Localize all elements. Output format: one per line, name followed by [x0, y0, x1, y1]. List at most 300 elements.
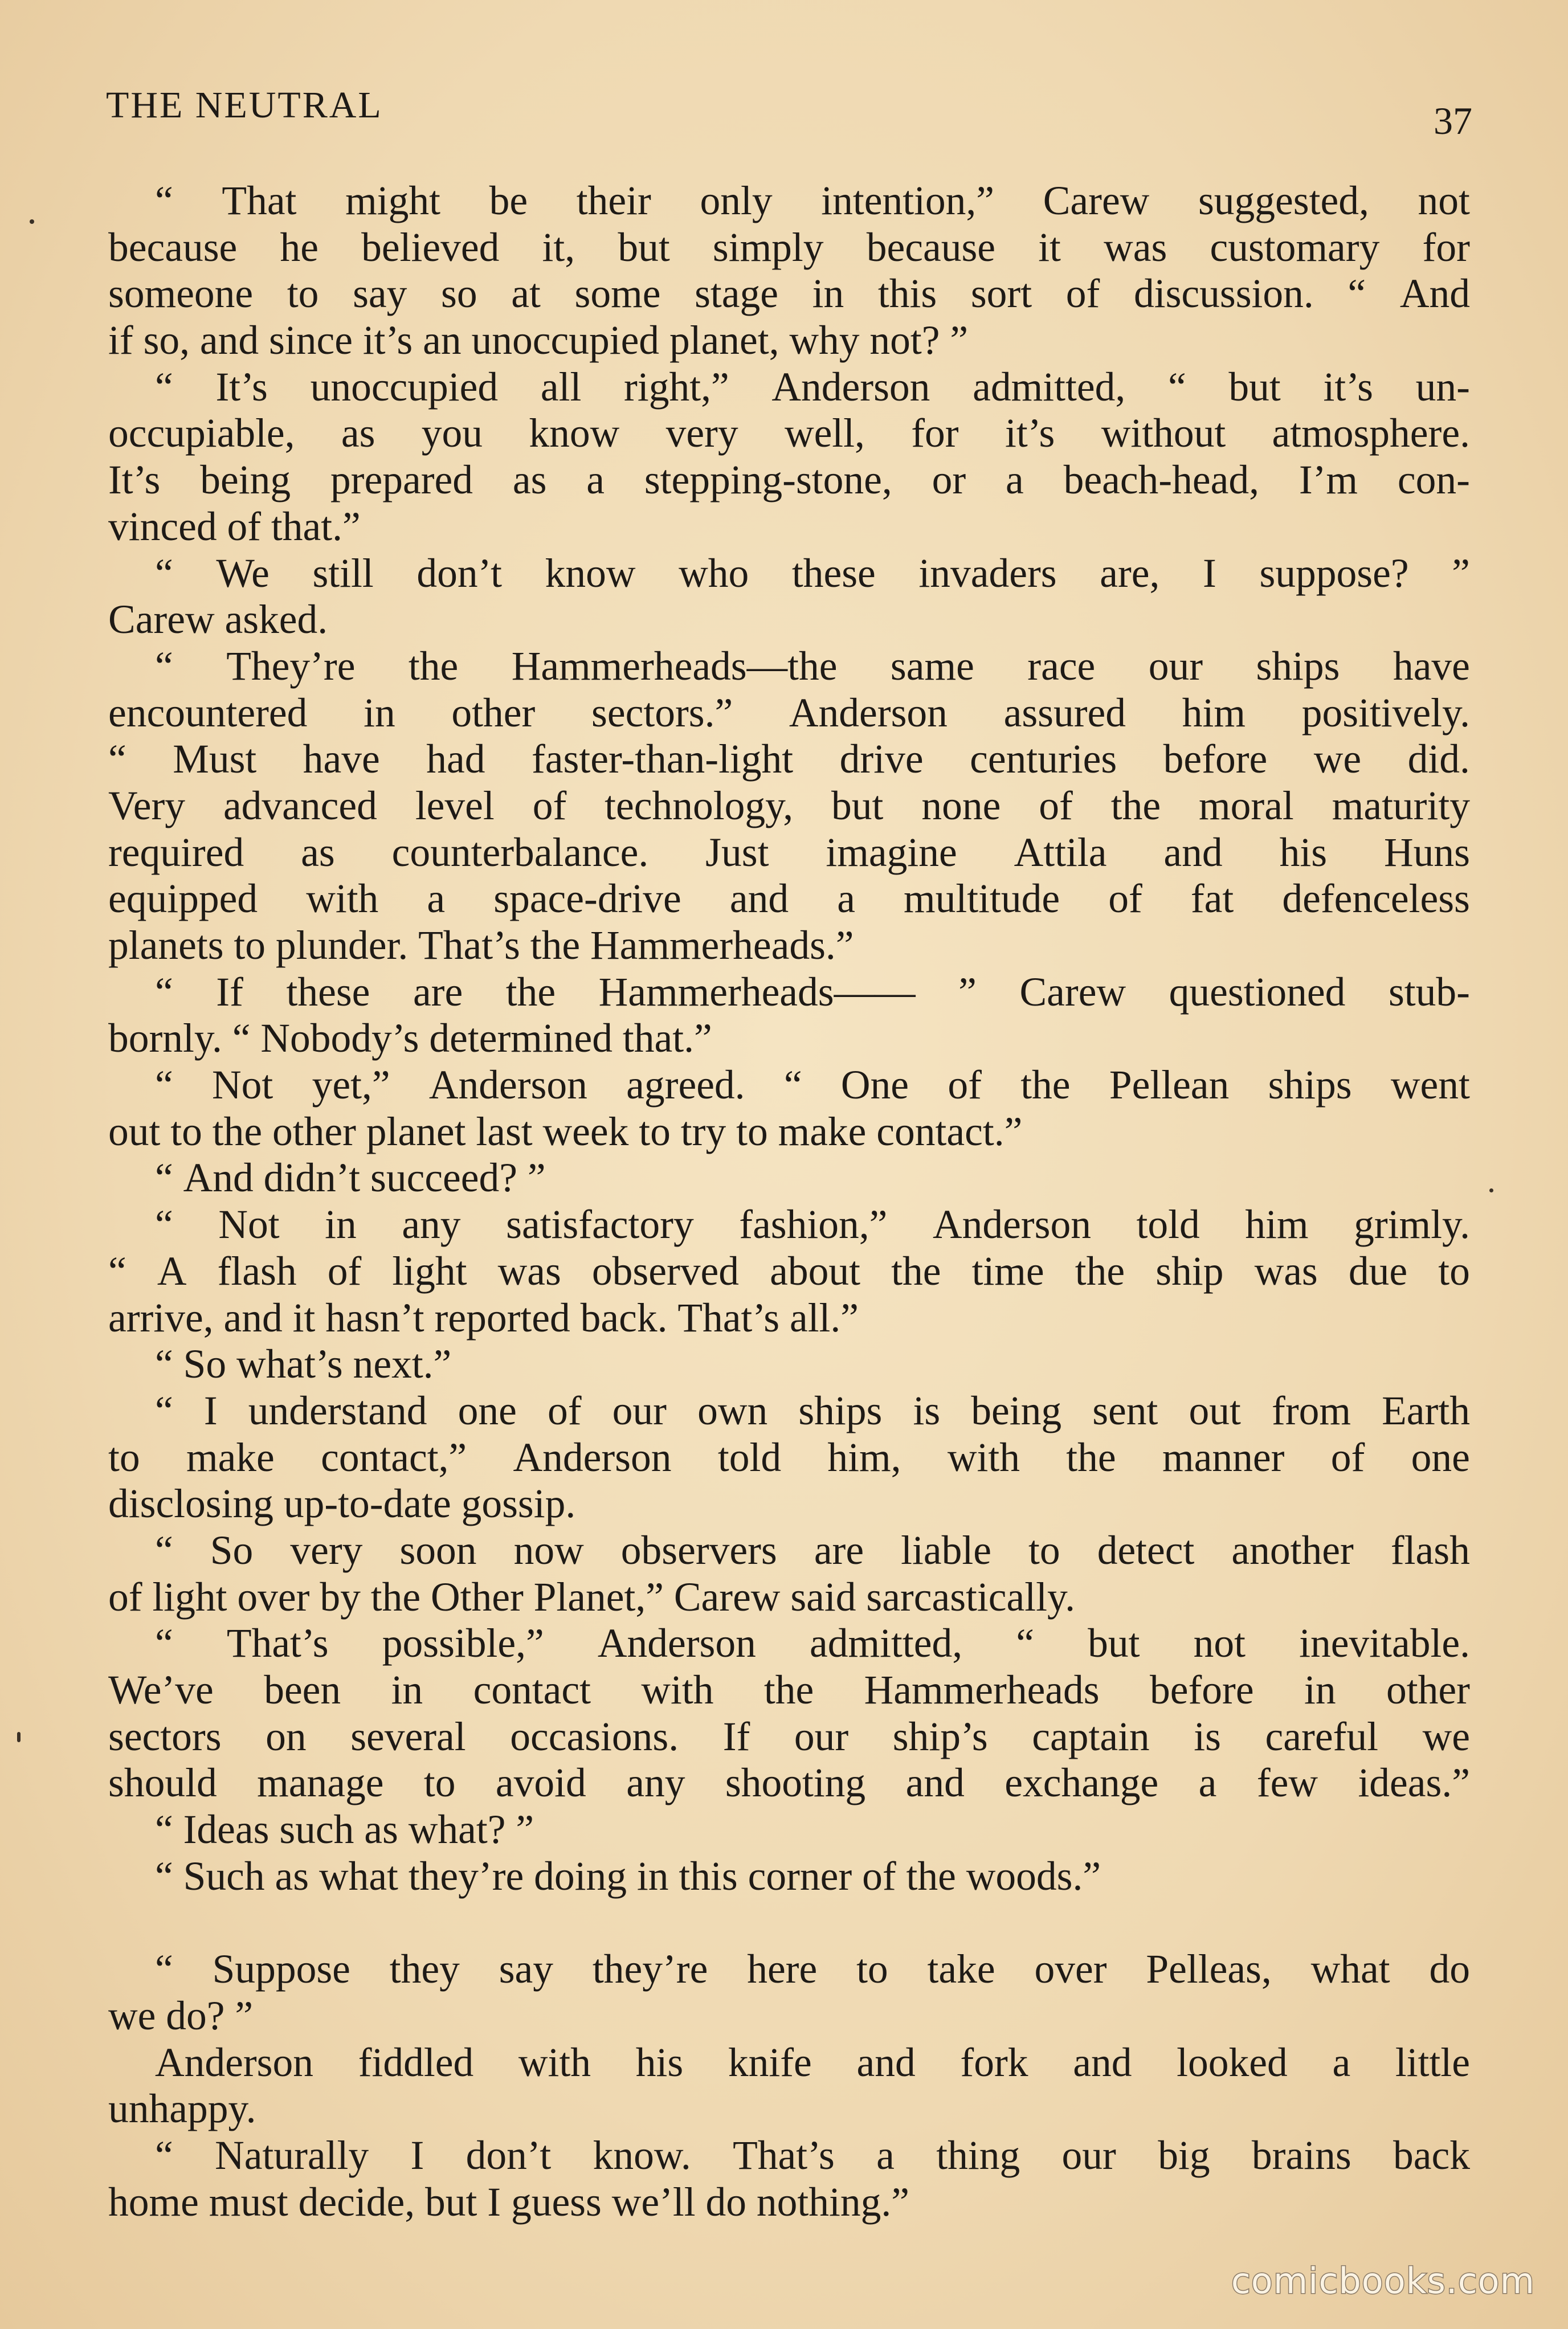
word: time [971, 1248, 1044, 1294]
word: to [1438, 1248, 1470, 1294]
word: Other [430, 1574, 524, 1620]
word: I [1203, 550, 1216, 596]
word: I [410, 2132, 424, 2178]
word: and [1073, 2040, 1132, 2085]
word: other [451, 690, 536, 736]
word: Must [173, 737, 257, 782]
word: “ [155, 1388, 173, 1433]
text-line [108, 2086, 1470, 2132]
word: that.” [622, 1016, 712, 1061]
word: we [1422, 1714, 1470, 1759]
word: Anderson [771, 364, 930, 410]
word: at [511, 271, 541, 317]
word: guess [511, 2179, 602, 2225]
word: ships [1256, 643, 1340, 689]
word: in [391, 1668, 423, 1713]
word: sarcastically. [866, 1574, 1075, 1620]
word: That’s [733, 2132, 835, 2178]
word: it, [542, 224, 575, 270]
word: should [108, 1760, 217, 1806]
word: Carew [108, 597, 215, 643]
word: as [512, 457, 547, 503]
word: admitted, [810, 1621, 963, 1666]
word: ” [516, 1807, 534, 1853]
word: by [320, 1574, 361, 1620]
word: ship [1155, 1248, 1224, 1294]
word: Anderson [932, 1202, 1091, 1248]
word: I [203, 1388, 218, 1433]
word: exchange [1004, 1760, 1159, 1806]
word: our [1148, 643, 1203, 689]
word: hasn’t [325, 1295, 424, 1341]
word: sectors.” [591, 690, 733, 736]
word: It’s [215, 364, 268, 410]
word: That [222, 178, 297, 223]
word: home [108, 2179, 199, 2225]
word: ” [958, 969, 977, 1015]
word: are [413, 969, 463, 1015]
word: the [891, 1248, 941, 1294]
word: sort [970, 271, 1032, 317]
word: If [216, 969, 243, 1015]
word: and [729, 876, 789, 922]
word: Pellean [1109, 1063, 1230, 1108]
word: a [837, 876, 855, 922]
word: out [108, 1109, 161, 1154]
word: the [1110, 783, 1161, 828]
word: faster-than-light [532, 737, 794, 782]
word: since [269, 318, 353, 363]
word: believed [361, 224, 500, 270]
word: defenceless [1282, 876, 1470, 922]
word: to [856, 1947, 888, 1992]
word: occasions. [510, 1714, 679, 1759]
word: ships [1268, 1063, 1352, 1108]
word: imagine [826, 830, 957, 875]
word: any [626, 1760, 685, 1806]
word: Huns [1384, 830, 1470, 875]
word: Carew [1043, 178, 1150, 223]
word: Just [705, 830, 769, 875]
text-line [108, 596, 1470, 643]
word: what? [408, 1807, 506, 1853]
word: “ [155, 1063, 173, 1108]
text-line [108, 2179, 1470, 2226]
word: I [487, 2179, 501, 2225]
word: of [948, 1063, 982, 1108]
word: a [1198, 1760, 1217, 1806]
word: unhappy. [108, 2086, 256, 2132]
text-line [108, 783, 1470, 830]
word: A [157, 1248, 187, 1294]
word: centuries [970, 737, 1117, 782]
word: know. [593, 2132, 691, 2178]
page-number: 37 [1434, 99, 1472, 142]
word: they’re [408, 1853, 524, 1899]
text-line [108, 364, 1470, 411]
word: doing [534, 1853, 627, 1899]
word: maturity [1332, 783, 1470, 828]
word: flash [217, 1248, 297, 1294]
word: flash [1390, 1527, 1470, 1573]
print-speck [17, 1732, 21, 1742]
word: careful [1265, 1714, 1378, 1759]
word: he [280, 224, 318, 270]
word: of [1108, 876, 1142, 922]
word: the [1020, 1063, 1071, 1108]
word: it [292, 1295, 316, 1341]
word: due [1348, 1248, 1408, 1294]
word: being [971, 1388, 1062, 1433]
word: still [312, 550, 374, 596]
word: the [408, 643, 459, 689]
word: bornly. [108, 1016, 222, 1061]
word: ship’s [892, 1714, 988, 1759]
word: they’re [592, 1947, 708, 1992]
word: and [223, 1295, 283, 1341]
word: Earth [1382, 1388, 1470, 1433]
word: We’ve [108, 1668, 214, 1713]
word: con- [1397, 457, 1470, 503]
word: advanced [223, 783, 377, 828]
word: the [212, 1109, 263, 1154]
word: customary [1210, 224, 1380, 270]
word: Hammerheads—the [511, 643, 838, 689]
word: to [170, 1109, 202, 1154]
word: technology, [605, 783, 794, 828]
word: “ [1016, 1621, 1034, 1666]
word: the [1075, 1248, 1125, 1294]
word: know [545, 550, 636, 596]
text-line [108, 2132, 1470, 2179]
word: in [1304, 1668, 1336, 1713]
word: fork [960, 2040, 1028, 2085]
word: do [1429, 1947, 1470, 1992]
word: of [1330, 1435, 1365, 1480]
word: some [574, 271, 661, 317]
word: nothing.” [756, 2179, 909, 2225]
word: corner [748, 1853, 852, 1899]
word: not [1418, 178, 1470, 223]
word: Anderson [513, 1435, 672, 1480]
watermark: comicbooks.com [1231, 2260, 1535, 2302]
word: in [364, 690, 395, 736]
word: with [641, 1668, 714, 1713]
word: invaders [918, 550, 1057, 596]
word: If [722, 1714, 750, 1759]
word: before [1163, 737, 1268, 782]
word: race [1027, 643, 1096, 689]
text-line [108, 922, 1470, 969]
word: told [1136, 1202, 1200, 1248]
word: not [1193, 1621, 1246, 1666]
word: and [856, 2040, 916, 2085]
word: to [234, 923, 266, 968]
word: our [1061, 2132, 1116, 2178]
word: “ [155, 1807, 173, 1853]
word: few [1256, 1760, 1318, 1806]
word: of [547, 1388, 582, 1433]
running-title: THE NEUTRAL [106, 84, 383, 126]
word: the [763, 1668, 814, 1713]
text-line [108, 1341, 1470, 1388]
text-line [108, 410, 1470, 457]
word: and [905, 1760, 965, 1806]
word: observers [620, 1527, 777, 1573]
text-line [108, 1853, 1470, 1900]
word: we’ll [611, 2179, 696, 2225]
word: in [812, 271, 844, 317]
word: observed [591, 1248, 740, 1294]
word: here [747, 1947, 818, 1992]
word: told [717, 1435, 782, 1480]
word: our [612, 1388, 667, 1433]
word: was [497, 1248, 561, 1294]
word: atmosphere. [1272, 411, 1470, 456]
word: big [1158, 2132, 1210, 2178]
word: “ [108, 1248, 126, 1294]
word: as [364, 1807, 398, 1853]
word: asked. [224, 597, 328, 643]
word: this [877, 271, 937, 317]
word: an [423, 318, 462, 363]
word: from [1272, 1388, 1351, 1433]
word: assured [1003, 690, 1126, 736]
word: contact,” [321, 1435, 467, 1480]
word: with [947, 1435, 1020, 1480]
word: back [1393, 2132, 1470, 2178]
word: space-drive [493, 876, 681, 922]
word: intention,” [821, 178, 995, 223]
word: it’s [1004, 411, 1055, 456]
word: and [1163, 830, 1223, 875]
word: they [389, 1947, 460, 1992]
word: questioned [1169, 969, 1346, 1015]
word: and [199, 318, 259, 363]
word: ” [950, 318, 969, 363]
word: light [152, 1574, 227, 1620]
word: shooting [725, 1760, 866, 1806]
word: know [529, 411, 620, 456]
word: these [791, 550, 876, 596]
word: “ [1348, 271, 1366, 317]
word: “ [1167, 364, 1186, 410]
text-line [108, 643, 1470, 690]
word: manage [257, 1760, 384, 1806]
word: Anderson [155, 2040, 314, 2085]
text-line [108, 969, 1470, 1016]
word: planets [108, 923, 224, 968]
text-line [108, 1435, 1470, 1481]
print-speck [1489, 1188, 1493, 1192]
text-line [108, 1993, 1470, 2040]
word: “ [155, 550, 173, 596]
word: “ [783, 1063, 802, 1108]
word: stage [695, 271, 778, 317]
word: but [618, 224, 670, 270]
word: possible,” [382, 1621, 544, 1666]
word: so, [143, 318, 190, 363]
word: you [421, 411, 483, 456]
word: woods.” [966, 1853, 1101, 1899]
word: vinced [108, 504, 217, 549]
text-line [108, 271, 1470, 317]
word: plunder. [275, 923, 409, 968]
word: liable [901, 1527, 991, 1573]
word: several [350, 1714, 466, 1759]
word: that.” [271, 504, 361, 549]
word: suppose? [1259, 550, 1409, 596]
word: back. [580, 1295, 668, 1341]
word: our [794, 1714, 849, 1759]
text-line [108, 1760, 1470, 1807]
text-line [108, 1667, 1470, 1714]
word: arrive, [108, 1295, 214, 1341]
word: but [1228, 364, 1281, 410]
word: was [1104, 224, 1167, 270]
word: be [489, 178, 528, 223]
word: thing [936, 2132, 1020, 2178]
word: what [318, 1853, 398, 1899]
word: with [518, 2040, 591, 2085]
word: I’m [1298, 457, 1358, 503]
word: Anderson [597, 1621, 756, 1666]
text-line [108, 550, 1470, 597]
word: a [876, 2132, 895, 2178]
word: It’s [108, 457, 161, 503]
word: over [237, 1574, 310, 1620]
word: the [370, 1574, 421, 1620]
word: was [1254, 1248, 1318, 1294]
word: it [1038, 224, 1061, 270]
word: soon [399, 1527, 477, 1573]
text-line [108, 876, 1470, 922]
word: him [1182, 690, 1246, 736]
word: That’s [226, 1621, 329, 1666]
text-line [108, 504, 1470, 550]
word: what [1310, 1947, 1390, 1992]
word: such [279, 1807, 354, 1853]
word: if [108, 318, 133, 363]
text-line [108, 1574, 1470, 1621]
word: “ [232, 1016, 251, 1061]
word: moral [1199, 783, 1294, 828]
word: because [108, 224, 238, 270]
word: And [183, 1155, 254, 1201]
word: That’s [418, 923, 520, 968]
word: to [287, 271, 319, 317]
word: sent [1092, 1388, 1158, 1433]
word: occupiable, [108, 411, 295, 456]
word: the [906, 1853, 956, 1899]
word: “ [155, 364, 173, 410]
word: don’t [466, 2132, 552, 2178]
word: same [890, 643, 974, 689]
word: Carew [1019, 969, 1126, 1015]
word: own [697, 1388, 768, 1433]
word: unoccupied [471, 318, 660, 363]
word: ” [1452, 550, 1470, 596]
word: knife [728, 2040, 812, 2085]
word: ideas.” [1358, 1760, 1470, 1806]
word: any [402, 1202, 461, 1248]
word: who [679, 550, 749, 596]
word: say [353, 271, 407, 317]
word: “ [155, 1947, 173, 1992]
text-line [108, 1155, 1470, 1202]
word: but [1088, 1621, 1140, 1666]
word: inevitable. [1299, 1621, 1470, 1666]
word: but [831, 783, 884, 828]
word: so [441, 271, 477, 317]
word: fashion,” [739, 1202, 888, 1248]
word: agreed. [626, 1063, 745, 1108]
word: make [778, 1109, 867, 1154]
word: as [275, 1853, 309, 1899]
word: why [789, 318, 860, 363]
word: Not [218, 1202, 280, 1248]
word: grimly. [1354, 1202, 1470, 1248]
word: another [1231, 1527, 1354, 1573]
word: very [665, 411, 738, 456]
word: it’s [1323, 364, 1373, 410]
word: “ [155, 1527, 173, 1573]
word: contact [473, 1668, 591, 1713]
word: have [303, 737, 380, 782]
word: disclosing [108, 1481, 273, 1527]
text-line [108, 1527, 1470, 1574]
word: And [1399, 271, 1470, 317]
word: detect [1097, 1527, 1195, 1573]
word: must [209, 2179, 288, 2225]
word: are, [1100, 550, 1160, 596]
print-speck [30, 219, 34, 224]
text-line [108, 690, 1470, 737]
text-line [108, 1620, 1470, 1667]
word: the [1066, 1435, 1116, 1480]
word: do? [166, 1993, 225, 2038]
word: ” [527, 1155, 546, 1201]
text-line [108, 1946, 1470, 1993]
word: being [200, 457, 291, 503]
word: “ [155, 1202, 173, 1248]
word: say [499, 1947, 554, 1992]
word: prepared [330, 457, 473, 503]
word: fiddled [358, 2040, 474, 2085]
word: “ [155, 969, 173, 1015]
word: Anderson [789, 690, 948, 736]
text-line [108, 1714, 1470, 1760]
word: satisfactory [506, 1202, 694, 1248]
word: Pelleas, [1146, 1947, 1272, 1992]
word: “ [155, 1853, 173, 1899]
word: without [1101, 411, 1226, 456]
text-line [108, 736, 1470, 783]
word: Planet,” [533, 1574, 664, 1620]
word: planet, [669, 318, 779, 363]
word: about [770, 1248, 860, 1294]
word: planet [366, 1109, 466, 1154]
word: contact.” [876, 1109, 1023, 1154]
word: equipped [108, 876, 258, 922]
word: what’s [236, 1342, 343, 1387]
word: little [1395, 2040, 1470, 2085]
word: for [1422, 224, 1470, 270]
word: but [425, 2179, 477, 2225]
word: “ [108, 737, 126, 782]
text-line [108, 1015, 1470, 1062]
word: suggested, [1198, 178, 1369, 223]
